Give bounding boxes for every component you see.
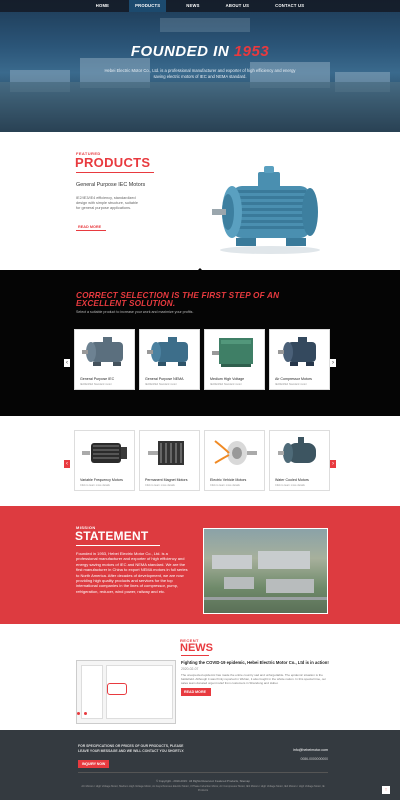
hero-title-year: 1953 xyxy=(233,43,270,60)
high-voltage-motor-icon xyxy=(211,334,260,370)
nav-products[interactable]: PRODUCTS xyxy=(129,0,166,12)
product-card-name: Medium High Voltage xyxy=(210,377,245,381)
mission-title-underline xyxy=(76,545,160,546)
mission-title: STATEMENT xyxy=(75,529,149,543)
product-card-name: General Purpose NEMA xyxy=(145,377,184,381)
product-strip-section xyxy=(0,416,400,506)
factory-building-shape xyxy=(212,555,252,569)
strip-card-row xyxy=(74,430,330,491)
products-section xyxy=(0,132,400,270)
top-nav xyxy=(0,0,400,12)
electric-motor-icon[interactable] xyxy=(210,160,328,256)
nav-contact[interactable]: CONTACT US xyxy=(275,3,305,8)
product-card-line: Click to learn more details xyxy=(275,484,305,487)
factory-building-shape xyxy=(258,551,310,569)
product-card-air-compressor[interactable] xyxy=(269,329,330,390)
news-thumb-highlight xyxy=(107,683,127,695)
news-title-underline xyxy=(181,655,209,656)
nav-about[interactable]: ABOUT US xyxy=(225,3,250,8)
news-date: 2020-02-07 xyxy=(181,667,199,671)
news-thumb-doc xyxy=(81,665,103,719)
hero-subtitle: Hebei Electric Motor Co., Ltd. is a professional manufacturer and exporter of high efficiency and energy saving electric motors of IEC and NEMA standard. xyxy=(104,68,296,79)
footer xyxy=(0,730,400,800)
footer-links[interactable]: AC Motors / High Voltage Motor, Medium High Voltage Motor, Ac Asynchronous Electric Motor, 3 Phase Induction Motor, Air Compressor Motor, IE3 Motors / High Voltage Motor, IE4 Motors / High Voltage Motor, IE Products xyxy=(81,785,325,792)
vf-motor-icon xyxy=(81,435,130,471)
products-tag: FEATURED xyxy=(76,151,101,156)
news-read-more-button[interactable]: READ MORE xyxy=(181,688,211,696)
hero-field-shape xyxy=(0,82,400,132)
selection-section xyxy=(0,270,400,416)
products-read-more-button[interactable]: READ MORE xyxy=(76,224,106,231)
pagination-dot[interactable] xyxy=(77,712,80,715)
product-card-line: IE2/IE3/IE4 Standard motor xyxy=(275,383,307,386)
products-title-underline xyxy=(76,172,154,173)
product-card-line: Click to learn more details xyxy=(210,484,240,487)
product-card-permanent-magnet[interactable] xyxy=(139,430,200,491)
product-card-name: Air Compressor Motors xyxy=(275,377,312,381)
products-title: PRODUCTS xyxy=(75,155,151,170)
water-cooled-motor-icon xyxy=(276,435,325,471)
hero-title-main: FOUNDED IN xyxy=(130,43,234,60)
mission-body: Founded in 1953, Hebei Electric Motor Co., Ltd. is a professional manufacturer and exporter of high efficiency and energy saving motors of IEC and NEMA standard. We are the first manufacturer in China to export NEMA motors in full series to North America. After decades of development, we are now providing high quality products and services for the top international companies in the lines of compressor, pump, refrigeration, reducer, wind power, railway and etc. xyxy=(76,551,188,594)
ev-motor-icon xyxy=(211,435,260,471)
product-card-line: IE2/IE3/IE4 Standard motor xyxy=(145,383,177,386)
factory-road-shape xyxy=(204,597,328,600)
product-card-name: Variable Frequency Motors xyxy=(80,478,123,482)
footer-phone: 0086-0000000000 xyxy=(300,757,328,761)
selection-card-row xyxy=(74,329,330,390)
footer-email[interactable]: info@hebeimotor.com xyxy=(292,748,328,752)
news-excerpt: The unexpected epidemic has made the entire country sad and unforgettable. The epidemic situation is the battlefield. Although it was firmly reported in Wuhan, it also fought in the whole nation. In this special time, our sales team donated urgent relief from customers in Shandong and Hubei. xyxy=(181,673,327,685)
product-card-water-cooled[interactable] xyxy=(269,430,330,491)
factory-building-shape xyxy=(266,579,314,593)
product-card-high-voltage[interactable] xyxy=(204,329,265,390)
selection-headline: CORRECT SELECTION IS THE FIRST STEP OF AN EXCELLENT SOLUTION. xyxy=(76,291,280,309)
selection-subline: Select a suitable product to increase your work and maximize your profits. xyxy=(76,310,194,314)
pm-motor-icon xyxy=(146,435,195,471)
products-subtitle: General Purpose IEC Motors xyxy=(76,182,146,188)
product-card-name: Electric Vehicle Motors xyxy=(210,478,247,482)
news-tag: RECENT xyxy=(180,638,199,643)
footer-inquiry-button[interactable]: INQUIRY NOW xyxy=(78,760,109,768)
selection-prev-arrow-icon[interactable]: ‹ xyxy=(66,360,68,366)
product-card-name: Water Cooled Motors xyxy=(275,478,309,482)
hero-title xyxy=(0,43,400,60)
news-title: NEWS xyxy=(180,642,213,654)
product-card-iec[interactable] xyxy=(74,329,135,390)
compressor-motor-icon xyxy=(276,334,325,370)
nav-home[interactable]: HOME xyxy=(95,3,110,8)
factory-building-shape xyxy=(224,577,254,589)
strip-next-arrow-icon[interactable]: › xyxy=(332,461,334,467)
back-to-top-icon[interactable]: ↑ xyxy=(382,786,390,794)
pagination-dot[interactable] xyxy=(84,712,87,715)
hero-banner xyxy=(0,0,400,132)
product-card-line: Click to learn more details xyxy=(145,484,175,487)
product-card-electric-vehicle[interactable] xyxy=(204,430,265,491)
iec-motor-icon xyxy=(81,334,130,370)
product-card-line: Click to learn more details xyxy=(80,484,110,487)
products-description: IE2/IE3/IE4 efficiency, standardized design with simple structure, suitable for general purpose applications. xyxy=(76,196,139,210)
news-pagination-dots xyxy=(77,712,87,715)
product-card-nema[interactable] xyxy=(139,329,200,390)
footer-divider xyxy=(78,772,328,773)
mission-section xyxy=(0,506,400,624)
nav-news[interactable]: NEWS xyxy=(186,3,200,8)
product-card-name: General Purpose IEC xyxy=(80,377,115,381)
product-card-name: Permanent Magnet Motors xyxy=(145,478,188,482)
product-card-line: IE2/IE3/IE4 Standard motor xyxy=(80,383,112,386)
product-card-line: IE2/IE3/IE4 Standard motor xyxy=(210,383,242,386)
news-section xyxy=(0,624,400,730)
footer-cta-text: FOR SPECIFICATIONS OR PRICES OF OUR PRODUCTS, PLEASE LEAVE YOUR MESSAGE AND WE WILL CONTACT YOU SHORTLY. xyxy=(78,744,185,753)
mission-tag: MISSION xyxy=(76,525,96,530)
nema-motor-icon xyxy=(146,334,195,370)
news-document-icon[interactable] xyxy=(76,660,176,724)
product-card-variable-frequency[interactable] xyxy=(74,430,135,491)
factory-aerial-photo-icon xyxy=(203,528,328,614)
footer-copyright: © Copyright - 2010-2019 : All Rights Reserved. Featured Products, Sitemap xyxy=(156,779,250,783)
hero-building-shape xyxy=(160,18,250,32)
selection-next-arrow-icon[interactable]: › xyxy=(332,360,334,366)
strip-prev-arrow-icon[interactable]: ‹ xyxy=(66,461,68,467)
news-headline[interactable]: Fighting the COVID-19 epidemic, Hebei Electric Motor Co., Ltd is in action! xyxy=(181,660,329,665)
